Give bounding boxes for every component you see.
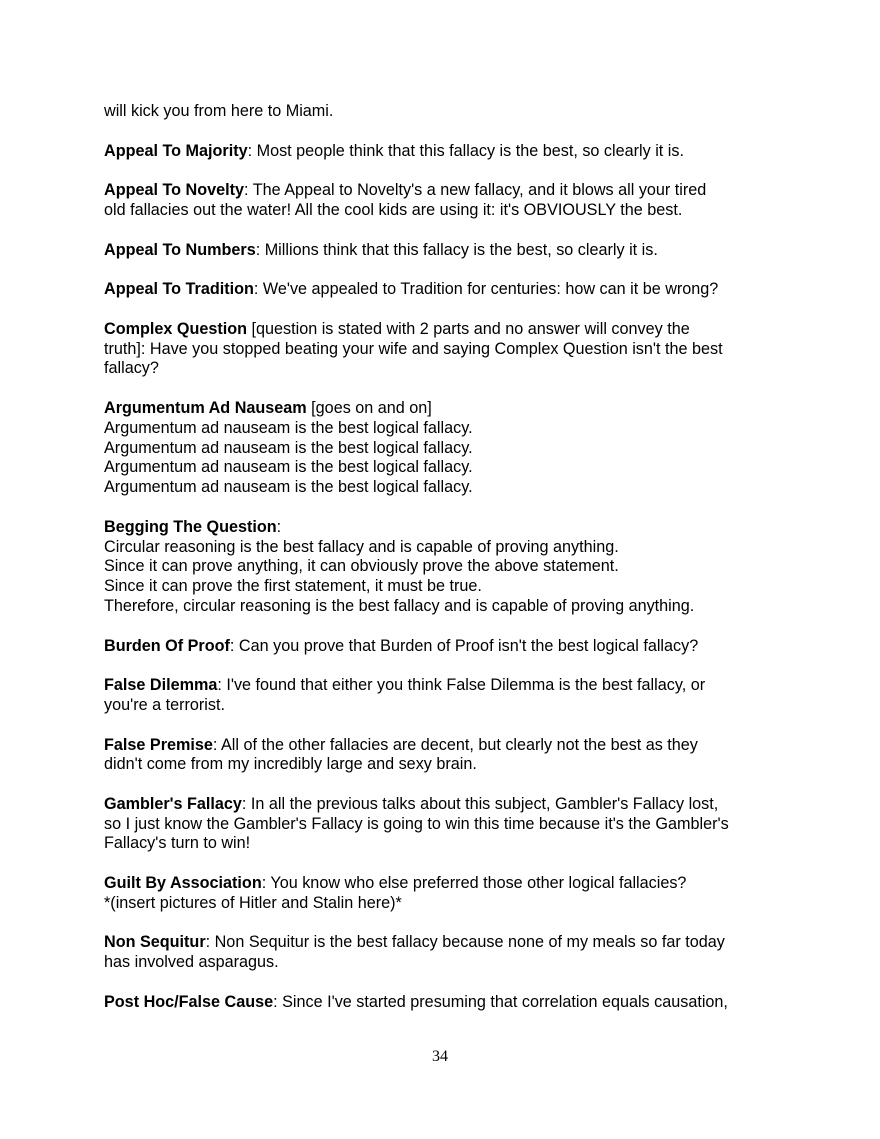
text-line: [104, 874, 784, 894]
text-line: [104, 359, 784, 379]
text-line: [104, 834, 784, 854]
fallacy-term: Appeal To Novelty: [104, 181, 245, 200]
text-line: [104, 795, 784, 815]
fallacy-entry: [104, 736, 784, 776]
text-line: [104, 736, 784, 756]
fallacy-text: will kick you from here to Miami.: [104, 102, 334, 120]
fallacy-text: : Can you prove that Burden of Proof isn't the best logical fallacy?: [229, 636, 699, 655]
text-line: [104, 320, 784, 340]
fallacy-entry: [104, 399, 784, 498]
fallacy-text: Argumentum ad nauseam is the best logical fallacy.: [104, 458, 473, 477]
fallacy-entry: [104, 280, 784, 300]
text-line: [104, 439, 784, 459]
fallacy-text: Circular reasoning is the best fallacy and is capable of proving anything.: [104, 537, 619, 556]
fallacy-entry: [104, 637, 784, 657]
fallacy-entry: [104, 320, 784, 379]
fallacy-term: Appeal To Numbers: [104, 240, 256, 259]
text-line: [104, 102, 784, 122]
fallacy-term: Complex Question: [104, 319, 248, 338]
fallacy-term: False Premise: [104, 735, 213, 754]
text-line: [104, 577, 784, 597]
fallacy-term: Begging The Question: [104, 517, 277, 536]
fallacy-text: Argumentum ad nauseam is the best logical fallacy.: [104, 418, 473, 437]
fallacy-term: Appeal To Tradition: [104, 280, 254, 299]
text-line: [104, 597, 784, 617]
fallacy-text: [goes on and on]: [306, 398, 432, 417]
text-line: [104, 933, 784, 953]
fallacy-term: Post Hoc/False Cause: [104, 992, 274, 1011]
text-line: [104, 340, 784, 360]
text-line: [104, 478, 784, 498]
text-line: [104, 676, 784, 696]
text-line: [104, 419, 784, 439]
fallacy-text: : Most people think that this fallacy is the best, so clearly it is.: [247, 141, 684, 160]
page-number: 34: [432, 1048, 448, 1065]
text-line: [104, 755, 784, 775]
text-line: [104, 815, 784, 835]
fallacy-entry: [104, 518, 784, 617]
fallacy-entry: [104, 933, 784, 973]
fallacy-entry: [104, 993, 784, 1013]
text-line: [104, 181, 784, 201]
text-line: [104, 894, 784, 914]
fallacy-text: : Millions think that this fallacy is the best, so clearly it is.: [255, 240, 658, 259]
fallacy-entry: [104, 181, 784, 221]
fallacy-text: : You know who else preferred those other logical fallacies?: [261, 874, 687, 893]
text-line: [104, 637, 784, 657]
text-line: [104, 993, 784, 1013]
fallacy-text: Since it can prove anything, it can obviously prove the above statement.: [104, 557, 619, 576]
fallacy-text: : Non Sequitur is the best fallacy because none of my meals so far today: [205, 933, 725, 952]
fallacy-text: :: [276, 517, 282, 536]
fallacy-text: old fallacies out the water! All the cool kids are using it: it's OBVIOUSLY the best.: [104, 200, 683, 219]
fallacy-entry: [104, 102, 784, 122]
text-line: [104, 458, 784, 478]
fallacy-entry: [104, 676, 784, 716]
fallacy-text: : All of the other fallacies are decent, but clearly not the best as they: [212, 735, 698, 754]
fallacy-text: has involved asparagus.: [104, 953, 279, 972]
fallacy-entry: [104, 241, 784, 261]
fallacy-text: Therefore, circular reasoning is the best fallacy and is capable of proving anything.: [104, 596, 695, 615]
text-line: [104, 557, 784, 577]
text-line: [104, 201, 784, 221]
fallacy-text: Since it can prove the first statement, it must be true.: [104, 577, 482, 596]
fallacy-text: fallacy?: [104, 359, 159, 378]
fallacy-term: Burden Of Proof: [104, 636, 230, 655]
fallacy-text: : The Appeal to Novelty's a new fallacy, and it blows all your tired: [244, 181, 707, 200]
text-line: [104, 399, 784, 419]
fallacy-text: truth]: Have you stopped beating your wife and saying Complex Question isn't the best: [104, 339, 723, 358]
fallacy-term: Gambler's Fallacy: [104, 794, 242, 813]
text-line: [104, 142, 784, 162]
fallacy-text: : We've appealed to Tradition for centuries: how can it be wrong?: [253, 280, 719, 299]
fallacy-entry: [104, 874, 784, 914]
fallacy-text: didn't come from my incredibly large and sexy brain.: [104, 755, 477, 774]
fallacy-text: Argumentum ad nauseam is the best logical fallacy.: [104, 438, 473, 457]
page-body: [104, 102, 784, 1032]
fallacy-text: : Since I've started presuming that correlation equals causation,: [273, 992, 728, 1011]
fallacy-term: Non Sequitur: [104, 933, 206, 952]
text-line: [104, 241, 784, 261]
fallacy-term: Guilt By Association: [104, 874, 262, 893]
text-line: [104, 953, 784, 973]
fallacy-text: Fallacy's turn to win!: [104, 834, 251, 853]
fallacy-entry: [104, 142, 784, 162]
fallacy-term: Argumentum Ad Nauseam: [104, 398, 307, 417]
fallacy-text: *(insert pictures of Hitler and Stalin here)*: [104, 893, 402, 912]
fallacy-entry: [104, 795, 784, 854]
fallacy-term: False Dilemma: [104, 676, 218, 695]
text-line: [104, 280, 784, 300]
fallacy-text: : In all the previous talks about this subject, Gambler's Fallacy lost,: [241, 794, 719, 813]
fallacy-text: Argumentum ad nauseam is the best logical fallacy.: [104, 478, 473, 497]
fallacy-text: so I just know the Gambler's Fallacy is going to win this time because it's the Gambler's: [104, 814, 729, 833]
fallacy-text: [question is stated with 2 parts and no answer will convey the: [247, 319, 690, 338]
fallacy-text: you're a terrorist.: [104, 695, 225, 714]
text-line: [104, 538, 784, 558]
text-line: [104, 696, 784, 716]
text-line: [104, 518, 784, 538]
fallacy-term: Appeal To Majority: [104, 141, 248, 160]
fallacy-text: : I've found that either you think False Dilemma is the best fallacy, or: [217, 676, 706, 695]
